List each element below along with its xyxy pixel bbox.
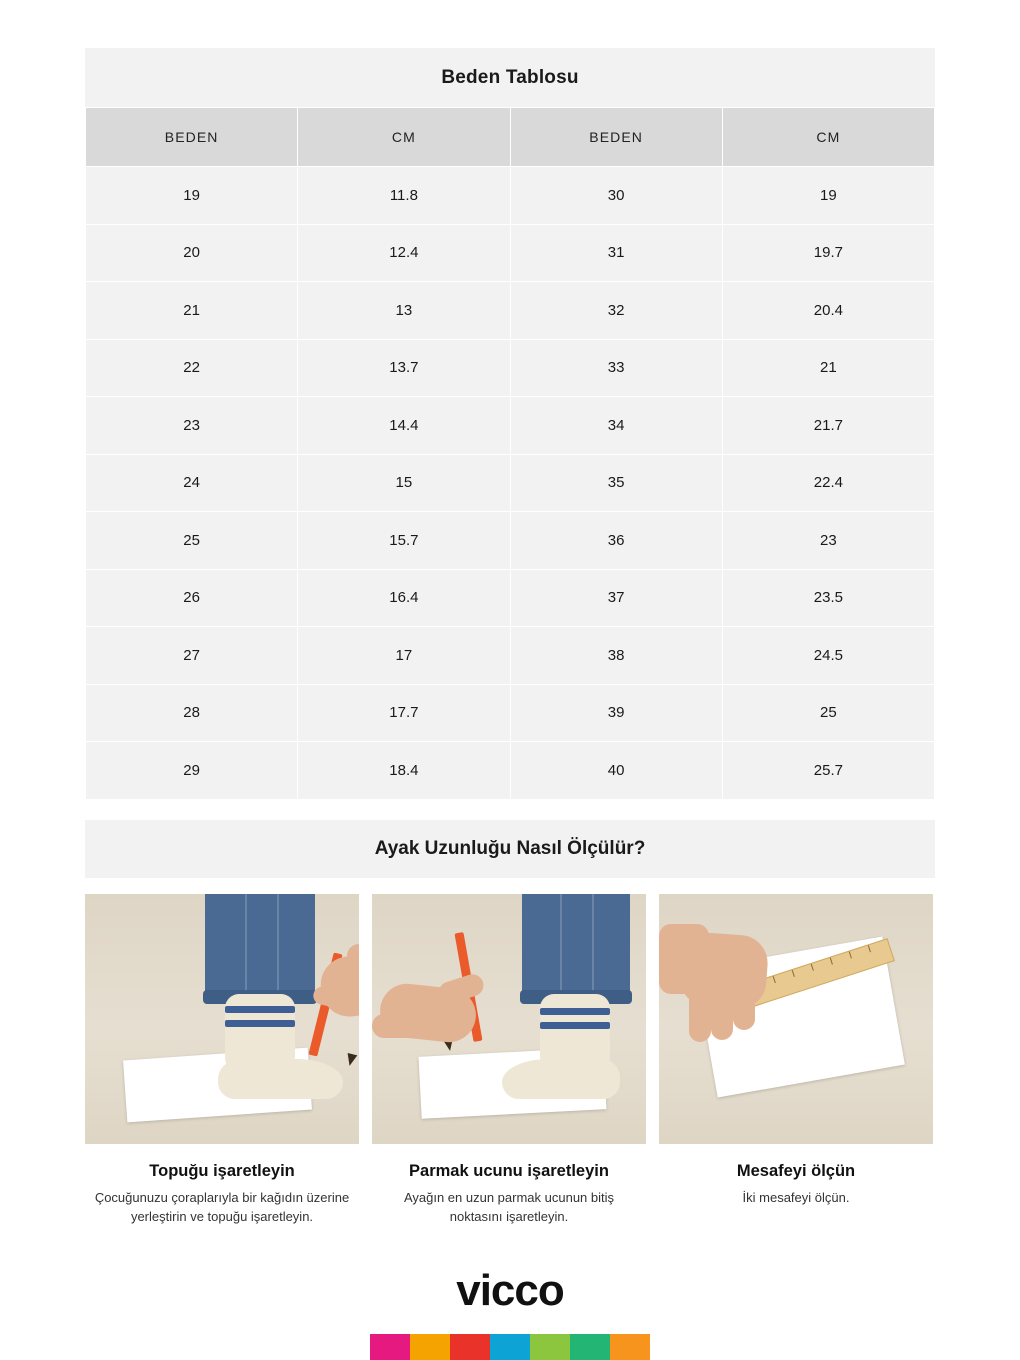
cell-cm-right: 25.7 — [722, 742, 934, 800]
sock-stripe — [225, 1020, 295, 1027]
cell-cm-right: 20.4 — [722, 282, 934, 340]
color-swatch-7 — [610, 1334, 650, 1360]
table-row — [86, 167, 935, 225]
cell-size-left: 25 — [86, 512, 298, 570]
page-title: Beden Tablosu — [85, 48, 935, 107]
cell-size-left: 27 — [86, 627, 298, 685]
brand-color-bar — [370, 1334, 650, 1360]
measure-instructions-section — [85, 820, 935, 1227]
cell-size-right: 40 — [510, 742, 722, 800]
table-row — [86, 742, 935, 800]
step-heading: Topuğu işaretleyin — [149, 1162, 295, 1180]
cell-size-right: 38 — [510, 627, 722, 685]
size-table-section — [85, 48, 935, 800]
jeans-leg — [522, 894, 630, 1004]
finger — [733, 988, 755, 1030]
column-header-cm-1: CM — [298, 108, 510, 167]
foot — [218, 1059, 343, 1099]
step-caption — [372, 1162, 646, 1227]
cell-cm-right: 21.7 — [722, 397, 934, 455]
finger — [711, 992, 733, 1040]
cell-size-left: 23 — [86, 397, 298, 455]
cell-size-left: 28 — [86, 684, 298, 742]
cell-cm-right: 19 — [722, 167, 934, 225]
cell-size-right: 31 — [510, 224, 722, 282]
cell-size-left: 29 — [86, 742, 298, 800]
cell-cm-left: 17.7 — [298, 684, 510, 742]
cell-cm-left: 18.4 — [298, 742, 510, 800]
cell-size-right: 36 — [510, 512, 722, 570]
brand-logo: vicco — [456, 1266, 564, 1315]
color-swatch-6 — [570, 1334, 610, 1360]
cell-cm-right: 22.4 — [722, 454, 934, 512]
cell-cm-left: 15 — [298, 454, 510, 512]
cell-cm-right: 23 — [722, 512, 934, 570]
cell-cm-left: 16.4 — [298, 569, 510, 627]
table-row — [86, 397, 935, 455]
measure-steps — [85, 894, 935, 1227]
step-description: İki mesafeyi ölçün. — [742, 1190, 850, 1205]
column-header-beden-1: BEDEN — [86, 108, 298, 167]
cell-size-right: 30 — [510, 167, 722, 225]
cell-size-right: 34 — [510, 397, 722, 455]
color-swatch-2 — [410, 1334, 450, 1360]
cell-cm-right: 23.5 — [722, 569, 934, 627]
cell-size-left: 19 — [86, 167, 298, 225]
measure-step-2 — [372, 894, 646, 1227]
table-row — [86, 684, 935, 742]
cell-cm-right: 24.5 — [722, 627, 934, 685]
sock-stripe — [540, 1022, 610, 1029]
color-swatch-5 — [530, 1334, 570, 1360]
size-table — [85, 107, 935, 800]
cell-size-right: 39 — [510, 684, 722, 742]
heel-marking-photo — [85, 894, 359, 1144]
finger — [689, 990, 711, 1042]
color-swatch-3 — [450, 1334, 490, 1360]
step-heading: Mesafeyi ölçün — [736, 1162, 856, 1180]
column-header-beden-2: BEDEN — [510, 108, 722, 167]
step-description: Çocuğunuzu çoraplarıyla bir kağıdın üzerine yerleştirin ve topuğu işaretleyin. — [94, 1190, 350, 1224]
table-row — [86, 569, 935, 627]
column-header-cm-2: CM — [722, 108, 934, 167]
finger — [347, 944, 359, 1014]
cell-cm-left: 14.4 — [298, 397, 510, 455]
sock-stripe — [225, 1006, 295, 1013]
cell-size-left: 20 — [86, 224, 298, 282]
table-row — [86, 339, 935, 397]
color-swatch-1 — [370, 1334, 410, 1360]
cell-size-right: 37 — [510, 569, 722, 627]
step-caption — [85, 1162, 359, 1227]
step-description: Ayağın en uzun parmak ucunun bitiş noktasını işaretleyin. — [403, 1190, 615, 1224]
finger — [372, 1014, 452, 1038]
foot — [502, 1059, 620, 1099]
color-swatch-4 — [490, 1334, 530, 1360]
cell-cm-left: 17 — [298, 627, 510, 685]
cell-size-right: 35 — [510, 454, 722, 512]
table-row — [86, 454, 935, 512]
finger — [659, 924, 709, 994]
measure-step-3 — [659, 894, 933, 1227]
cell-size-right: 33 — [510, 339, 722, 397]
sock-stripe — [540, 1008, 610, 1015]
cell-cm-left: 15.7 — [298, 512, 510, 570]
cell-cm-left: 13.7 — [298, 339, 510, 397]
cell-size-right: 32 — [510, 282, 722, 340]
table-row — [86, 282, 935, 340]
cell-cm-right: 21 — [722, 339, 934, 397]
measure-step-1 — [85, 894, 359, 1227]
cell-size-left: 26 — [86, 569, 298, 627]
cell-size-left: 21 — [86, 282, 298, 340]
cell-cm-left: 11.8 — [298, 167, 510, 225]
cell-cm-left: 13 — [298, 282, 510, 340]
cell-size-left: 24 — [86, 454, 298, 512]
cell-cm-right: 25 — [722, 684, 934, 742]
footer-brand — [0, 1266, 1020, 1360]
step-caption — [659, 1162, 933, 1208]
cell-cm-right: 19.7 — [722, 224, 934, 282]
table-row — [86, 512, 935, 570]
distance-measuring-photo — [659, 894, 933, 1144]
table-header-row — [86, 108, 935, 167]
table-row — [86, 627, 935, 685]
measure-section-title: Ayak Uzunluğu Nasıl Ölçülür? — [85, 820, 935, 878]
cell-cm-left: 12.4 — [298, 224, 510, 282]
step-heading: Parmak ucunu işaretleyin — [409, 1162, 609, 1180]
cell-size-left: 22 — [86, 339, 298, 397]
table-row — [86, 224, 935, 282]
jeans-leg — [205, 894, 315, 1004]
toe-marking-photo — [372, 894, 646, 1144]
